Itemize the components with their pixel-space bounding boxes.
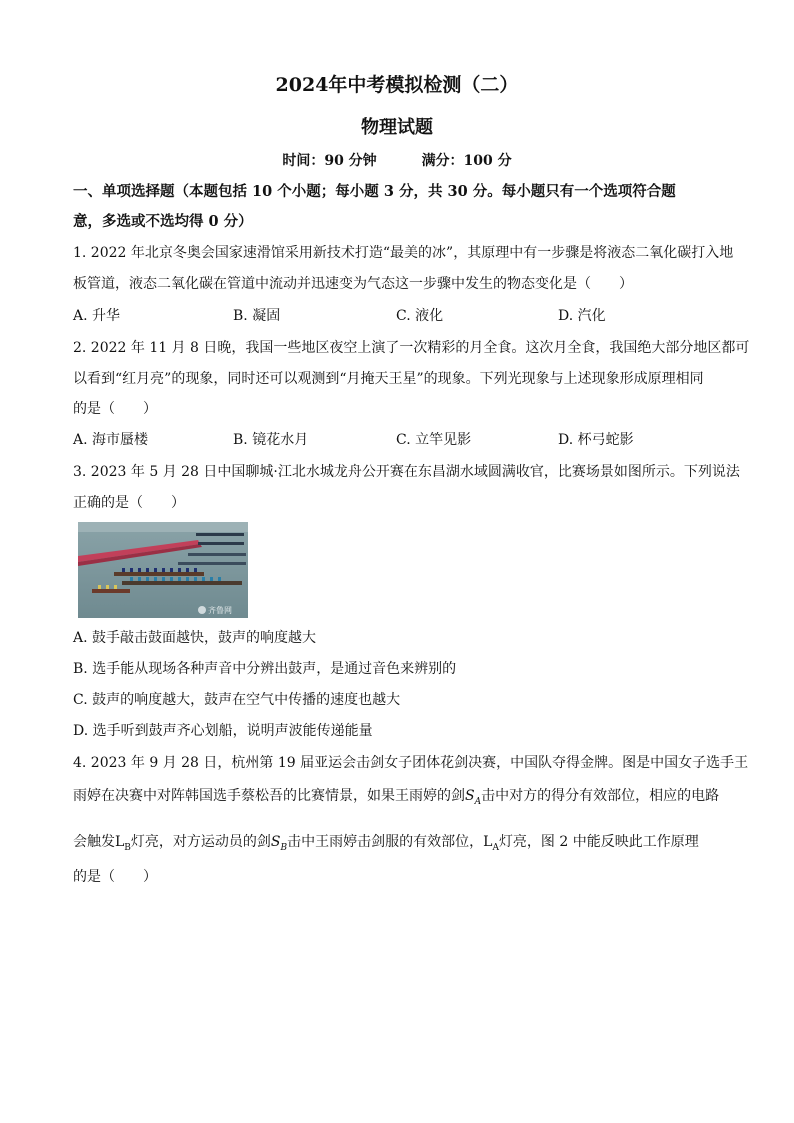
q4-stem-line3: 会触发$L_B$灯亮，对方运动员的剑$S_B$击中王雨婷击剑服的有效部位，$L_A$灯亮，图 2 中能反映此工作原理: [73, 834, 699, 853]
q3-option-c[interactable]: C. 鼓声的响度越大，鼓声在空气中传播的速度也越大: [73, 692, 401, 708]
q2-option-b[interactable]: B. 镜花水月: [233, 432, 309, 448]
switch-sa-symbol: $S_A$: [465, 788, 482, 807]
q1-stem-line2: 板管道，液态二氧化碳在管道中流动并迅速变为气态这一步骤中发生的物态变化是（ ）: [73, 276, 633, 292]
exam-meta: [0, 150, 794, 170]
dragon-boat-photo: [78, 522, 248, 618]
q4-stem-line4: 的是（ ）: [73, 869, 157, 885]
q2-stem-line2: 以看到“红月亮”的现象，同时还可以观测到“月掩天王星”的现象。下列光现象与上述现象形成原理相同: [73, 371, 704, 387]
q2-stem-line1: 2. 2022 年 11 月 8 日晚，我国一些地区夜空上演了一次精彩的月全食。这次月全食，我国绝大部分地区都可: [73, 340, 750, 356]
photo-watermark: 齐鲁网: [208, 606, 232, 615]
q1-stem-line1: 1. 2022 年北京冬奥会国家速滑馆采用新技术打造“最美的冰”，其原理中有一步骤是将液态二氧化碳打入地: [73, 245, 734, 261]
q2-option-c[interactable]: C. 立竿见影: [396, 432, 472, 448]
q3-stem-line2: 正确的是（ ）: [73, 495, 185, 511]
section-heading-line2: 意，多选或不选均得 0 分）: [73, 213, 253, 230]
q2-options: [73, 430, 723, 450]
q2-stem-line3: 的是（ ）: [73, 401, 157, 417]
q1-option-c[interactable]: C. 液化: [396, 308, 444, 324]
q3-stem-line1: 3. 2023 年 5 月 28 日中国聊城·江北水城龙舟公开赛在东昌湖水域圆满收官，比赛场景如图所示。下列说法: [73, 464, 740, 480]
q3-option-a[interactable]: A. 鼓手敲击鼓面越快，鼓声的响度越大: [73, 630, 317, 646]
q4-stem-line2: 雨婷在决赛中对阵韩国选手蔡松吾的比赛情景，如果王雨婷的剑$S_A$击中对方的得分有效部位，相应的电路: [73, 788, 720, 807]
switch-sb-symbol: $S_B$: [270, 834, 288, 853]
exam-score: 满分：100 分: [421, 153, 512, 169]
q1-option-d[interactable]: D. 汽化: [558, 308, 606, 324]
q1-option-b[interactable]: B. 凝固: [233, 308, 281, 324]
section-heading-line1: 一、单项选择题（本题包括 10 个小题；每小题 3 分，共 30 分。每小题只有一个选项符合题: [73, 183, 676, 200]
q4-stem-line1: 4. 2023 年 9 月 28 日，杭州第 19 届亚运会击剑女子团体花剑决赛，中国队夺得金牌。图是中国女子选手王: [73, 755, 749, 771]
q2-option-a[interactable]: A. 海市蜃楼: [73, 432, 149, 448]
exam-subject: 物理试题: [361, 117, 433, 138]
exam-time: 时间：90 分钟: [282, 153, 377, 169]
q3-option-d[interactable]: D. 选手听到鼓声齐心划船，说明声波能传递能量: [73, 723, 373, 739]
q3-option-b[interactable]: B. 选手能从现场各种声音中分辨出鼓声，是通过音色来辨别的: [73, 661, 457, 677]
q2-option-d[interactable]: D. 杯弓蛇影: [558, 432, 634, 448]
exam-title: 2024年中考模拟检测（二）: [275, 74, 519, 96]
q1-option-a[interactable]: A. 升华: [73, 308, 121, 324]
lamp-la-symbol: $L_A$: [483, 834, 499, 853]
q1-options: [73, 306, 723, 326]
lamp-lb-symbol: $L_B$: [115, 834, 131, 853]
